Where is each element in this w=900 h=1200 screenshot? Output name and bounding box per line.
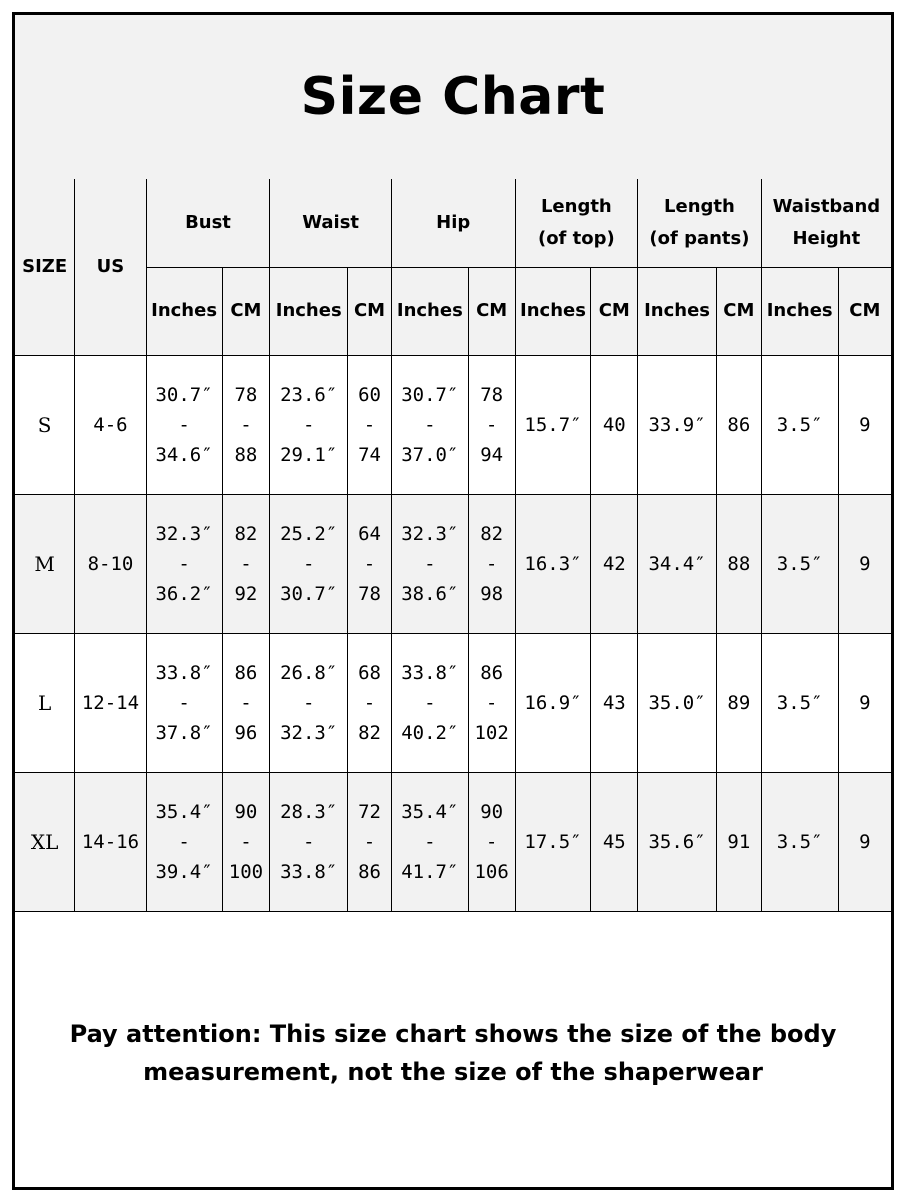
value-line: 98 (480, 582, 504, 605)
hip-header: Hip (391, 179, 515, 267)
inches-value-cell (391, 772, 468, 911)
value-line: 39.4″ (155, 860, 213, 883)
value-line: 9 (859, 830, 871, 853)
value-line: 34.4″ (648, 552, 706, 575)
value-line: 91 (727, 830, 751, 853)
value-line: 78 (358, 582, 381, 605)
inches-header: Inches (391, 267, 468, 355)
value-line: - (240, 830, 252, 853)
cm-header: CM (716, 267, 761, 355)
inches-value-cell (391, 355, 468, 494)
value-line: 9 (859, 691, 871, 714)
value-line: 92 (234, 582, 258, 605)
value-line: 3.5″ (776, 413, 823, 436)
cm-header: CM (222, 267, 270, 355)
value-line: 32.3″ (155, 522, 213, 545)
cm-header: CM (591, 267, 638, 355)
value-line: - (240, 552, 252, 575)
value-line: 33.8″ (155, 661, 213, 684)
inches-value-cell (638, 355, 717, 494)
value-line: 89 (727, 691, 751, 714)
value-line: 33.9″ (648, 413, 706, 436)
value-line: 86 (358, 860, 381, 883)
value-line: 78 (480, 383, 504, 406)
size-header: SIZE (15, 179, 75, 355)
value-line: - (363, 830, 376, 853)
size-cell: L (15, 633, 75, 772)
inches-value-cell (638, 494, 717, 633)
waistband-height-header: Waistband Height (761, 179, 891, 267)
value-line: 90 (480, 800, 504, 823)
value-line: 74 (358, 443, 381, 466)
cm-value-cell (591, 494, 638, 633)
cm-value-cell (716, 494, 761, 633)
inches-value-cell (638, 772, 717, 911)
value-line: - (302, 413, 315, 436)
value-line: 41.7″ (401, 860, 459, 883)
value-line: 40 (602, 413, 626, 436)
value-line: - (178, 830, 190, 853)
value-line: 30.7″ (155, 383, 213, 406)
value-line: 88 (234, 443, 258, 466)
cm-value-cell (222, 633, 270, 772)
cm-value-cell (222, 355, 270, 494)
value-line: 82 (234, 522, 258, 545)
value-line: 37.8″ (155, 721, 213, 744)
value-line: 100 (228, 860, 264, 883)
cm-value-cell (716, 772, 761, 911)
cm-value-cell (838, 494, 891, 633)
value-line: 30.7″ (401, 383, 459, 406)
value-line: 88 (727, 552, 751, 575)
cm-value-cell (222, 494, 270, 633)
cm-value-cell (716, 355, 761, 494)
value-line: 86 (234, 661, 258, 684)
inches-value-cell (761, 772, 838, 911)
value-line: 33.8″ (280, 860, 338, 883)
value-line: - (424, 830, 436, 853)
value-line: 15.7″ (524, 413, 582, 436)
value-line: - (485, 413, 498, 436)
value-line: 34.6″ (155, 443, 213, 466)
top-length-header: Length (of top) (515, 179, 638, 267)
value-line: - (302, 552, 315, 575)
cm-value-cell (222, 772, 270, 911)
size-table (15, 179, 891, 912)
cm-value-cell (468, 772, 515, 911)
value-line: 60 (358, 383, 381, 406)
value-line: 16.3″ (524, 552, 582, 575)
value-line: 3.5″ (776, 830, 823, 853)
value-line: 102 (474, 721, 509, 744)
chart-title: Size Chart (300, 67, 606, 127)
value-line: - (424, 691, 436, 714)
value-line: 40.2″ (401, 721, 459, 744)
inches-value-cell (146, 355, 222, 494)
inches-value-cell (515, 772, 591, 911)
value-line: 32.3″ (401, 522, 459, 545)
size-cell: S (15, 355, 75, 494)
value-line: - (485, 830, 498, 853)
inches-value-cell (270, 772, 348, 911)
inches-value-cell (146, 772, 222, 911)
note-line-1: Pay attention: This size chart shows the size of the body (69, 1020, 837, 1048)
title-band (15, 15, 891, 179)
value-line: - (485, 552, 498, 575)
size-chart-frame (12, 12, 894, 1190)
inches-value-cell (761, 633, 838, 772)
waist-header: Waist (270, 179, 392, 267)
value-line: - (485, 691, 498, 714)
size-cell: XL (15, 772, 75, 911)
value-line: 38.6″ (401, 582, 459, 605)
value-line: 86 (727, 413, 751, 436)
inches-value-cell (515, 494, 591, 633)
value-line: 25.2″ (280, 522, 338, 545)
us-size-cell: 12-14 (75, 633, 146, 772)
cm-value-cell (591, 633, 638, 772)
inches-header: Inches (270, 267, 348, 355)
value-line: 33.8″ (401, 661, 459, 684)
value-line: - (363, 691, 376, 714)
inches-header: Inches (146, 267, 222, 355)
size-row-m (15, 494, 891, 633)
us-size-cell: 4-6 (75, 355, 146, 494)
value-line: 86 (480, 661, 504, 684)
inches-value-cell (270, 633, 348, 772)
cm-header: CM (468, 267, 515, 355)
inches-header: Inches (515, 267, 591, 355)
inches-value-cell (270, 494, 348, 633)
value-line: - (178, 413, 190, 436)
cm-value-cell (348, 355, 392, 494)
cm-header: CM (348, 267, 392, 355)
value-line: 94 (480, 443, 504, 466)
value-line: 29.1″ (280, 443, 338, 466)
value-line: 45 (602, 830, 626, 853)
value-line: 82 (358, 721, 381, 744)
cm-value-cell (591, 355, 638, 494)
note-line-2: measurement, not the size of the shaperwear (143, 1058, 763, 1086)
value-line: 35.6″ (648, 830, 706, 853)
value-line: 30.7″ (280, 582, 338, 605)
inches-value-cell (391, 494, 468, 633)
value-line: - (424, 413, 436, 436)
value-line: - (363, 413, 376, 436)
value-line: 43 (602, 691, 626, 714)
inches-value-cell (146, 633, 222, 772)
cm-value-cell (838, 772, 891, 911)
attention-note (15, 1015, 891, 1091)
value-line: - (363, 552, 376, 575)
size-cell: M (15, 494, 75, 633)
cm-value-cell (716, 633, 761, 772)
value-line: - (178, 552, 190, 575)
size-row-l (15, 633, 891, 772)
value-line: 36.2″ (155, 582, 213, 605)
inches-value-cell (391, 633, 468, 772)
value-line: 35.4″ (155, 800, 213, 823)
cm-value-cell (468, 494, 515, 633)
value-line: 96 (234, 721, 258, 744)
value-line: - (240, 691, 252, 714)
inches-value-cell (638, 633, 717, 772)
cm-value-cell (348, 494, 392, 633)
us-size-cell: 8-10 (75, 494, 146, 633)
pants-length-header: Length (of pants) (638, 179, 762, 267)
inches-value-cell (270, 355, 348, 494)
value-line: 9 (859, 552, 871, 575)
value-line: 28.3″ (280, 800, 338, 823)
size-row-s (15, 355, 891, 494)
inches-header: Inches (638, 267, 717, 355)
value-line: 26.8″ (280, 661, 338, 684)
value-line: - (424, 552, 436, 575)
inches-value-cell (146, 494, 222, 633)
cm-value-cell (348, 633, 392, 772)
value-line: - (240, 413, 252, 436)
value-line: 42 (602, 552, 626, 575)
us-size-cell: 14-16 (75, 772, 146, 911)
value-line: - (302, 830, 315, 853)
cm-value-cell (591, 772, 638, 911)
value-line: 17.5″ (524, 830, 582, 853)
bust-header: Bust (146, 179, 270, 267)
cm-value-cell (468, 633, 515, 772)
value-line: 3.5″ (776, 552, 823, 575)
value-line: 23.6″ (280, 383, 338, 406)
inches-value-cell (515, 633, 591, 772)
value-line: 9 (859, 413, 871, 436)
value-line: 32.3″ (280, 721, 338, 744)
cm-value-cell (838, 355, 891, 494)
us-header: US (75, 179, 146, 355)
value-line: 35.4″ (401, 800, 459, 823)
size-row-xl (15, 772, 891, 911)
cm-header: CM (838, 267, 891, 355)
value-line: 35.0″ (648, 691, 706, 714)
header-row-units (15, 267, 891, 355)
value-line: 3.5″ (776, 691, 823, 714)
value-line: 72 (358, 800, 381, 823)
inches-value-cell (761, 494, 838, 633)
cm-value-cell (348, 772, 392, 911)
cm-value-cell (838, 633, 891, 772)
value-line: 90 (234, 800, 258, 823)
value-line: 16.9″ (524, 691, 582, 714)
inches-value-cell (515, 355, 591, 494)
value-line: 68 (358, 661, 381, 684)
value-line: 82 (480, 522, 504, 545)
inches-header: Inches (761, 267, 838, 355)
value-line: - (302, 691, 315, 714)
value-line: 37.0″ (401, 443, 459, 466)
value-line: 78 (234, 383, 258, 406)
cm-value-cell (468, 355, 515, 494)
value-line: 106 (474, 860, 509, 883)
value-line: - (178, 691, 190, 714)
value-line: 64 (358, 522, 381, 545)
header-row-groups (15, 179, 891, 267)
inches-value-cell (761, 355, 838, 494)
